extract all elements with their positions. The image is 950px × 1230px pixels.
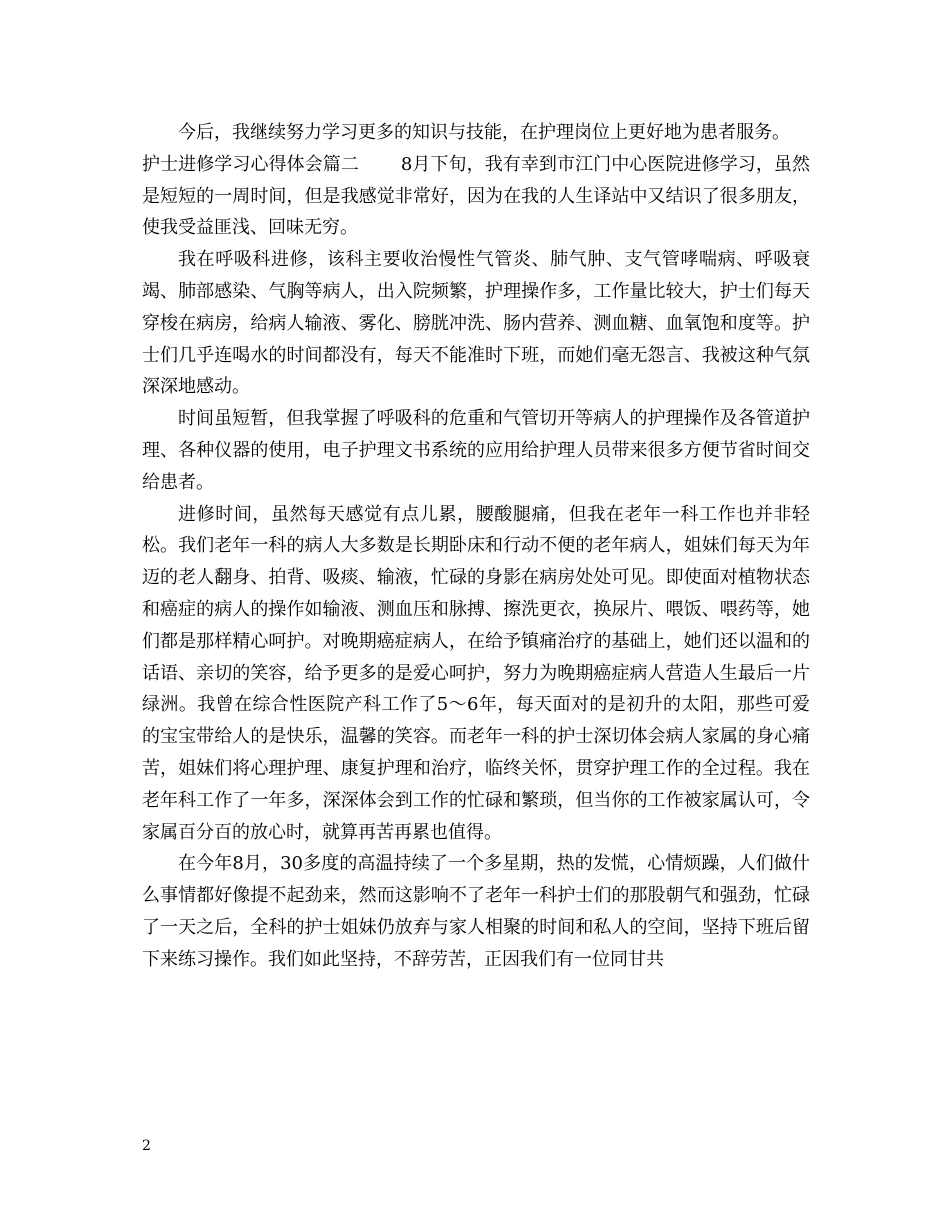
page-number: 2 — [142, 1138, 151, 1154]
paragraph-5: 进修时间，虽然每天感觉有点儿累，腰酸腿痛，但我在老年一科工作也并非轻松。我们老年一科的病人大多数是长期卧床和行动不便的老年病人，姐妹们每天为年迈的老人翻身、拍背、吸痰、输液，忙碌的身影在病房处处可见。即使面对植物状态和癌症的病人的操作如输液、测血压和脉搏、擦洗更衣，换尿片、喂饭、喂药等，她们都是那样精心呵护。对晚期癌症病人，在给予镇痛治疗的基础上，她们还以温和的话语、亲切的笑容，给予更多的是爱心呵护，努力为晚期癌症病人营造人生最后一片绿洲。我曾在综合性医院产科工作了5～6年，每天面对的是初升的太阳，那些可爱的宝宝带给人的是快乐，温馨的笑容。而老年一科的护士深切体会病人家属的身心痛苦，姐妹们将心理护理、康复护理和治疗，临终关怀，贯穿护理工作的全过程。我在老年科工作了一年多，深深体会到工作的忙碌和繁琐，但当你的工作被家属认可，令家属百分百的放心时，就算再苦再累也值得。 — [142, 503, 810, 843]
paragraph-3: 我在呼吸科进修，该科主要收治慢性气管炎、肺气肿、支气管哮喘病、呼吸衰竭、肺部感染、气胸等病人，出入院频繁，护理操作多，工作量比较大，护士们每天穿梭在病房，给病人输液、雾化、膀胱冲洗、肠内营养、测血糖、血氧饱和度等。护士们几乎连喝水的时间都没有，每天不能准时下班，而她们毫无怨言、我被这种气氛深深地感动。 — [142, 249, 810, 398]
paragraph-2: 护士进修学习心得体会篇二 8月下旬，我有幸到市江门中心医院进修学习，虽然是短短的一周时间，但是我感觉非常好，因为在我的人生译站中又结识了很多朋友，使我受益匪浅、回味无穷。 — [142, 153, 810, 239]
paragraph-4: 时间虽短暂，但我掌握了呼吸科的危重和气管切开等病人的护理操作及各管道护理、各种仪器的使用，电子护理文书系统的应用给护理人员带来很多方便节省时间交给患者。 — [142, 408, 810, 493]
paragraph-1: 今后，我继续努力学习更多的知识与技能，在护理岗位上更好地为患者服务。 — [178, 122, 790, 143]
paragraph-6: 在今年8月，30多度的高温持续了一个多星期，热的发慌，心情烦躁，人们做什么事情都好像提不起劲来，然而这影响不了老年一科护士们的那股朝气和强劲，忙碌了一天之后，全科的护士姐妹仍放弃与家人相聚的时间和私人的空间，坚持下班后留下来练习操作。我们如此坚持，不辞劳苦，正因我们有一位同甘共 — [142, 853, 810, 970]
document-body — [142, 117, 810, 976]
